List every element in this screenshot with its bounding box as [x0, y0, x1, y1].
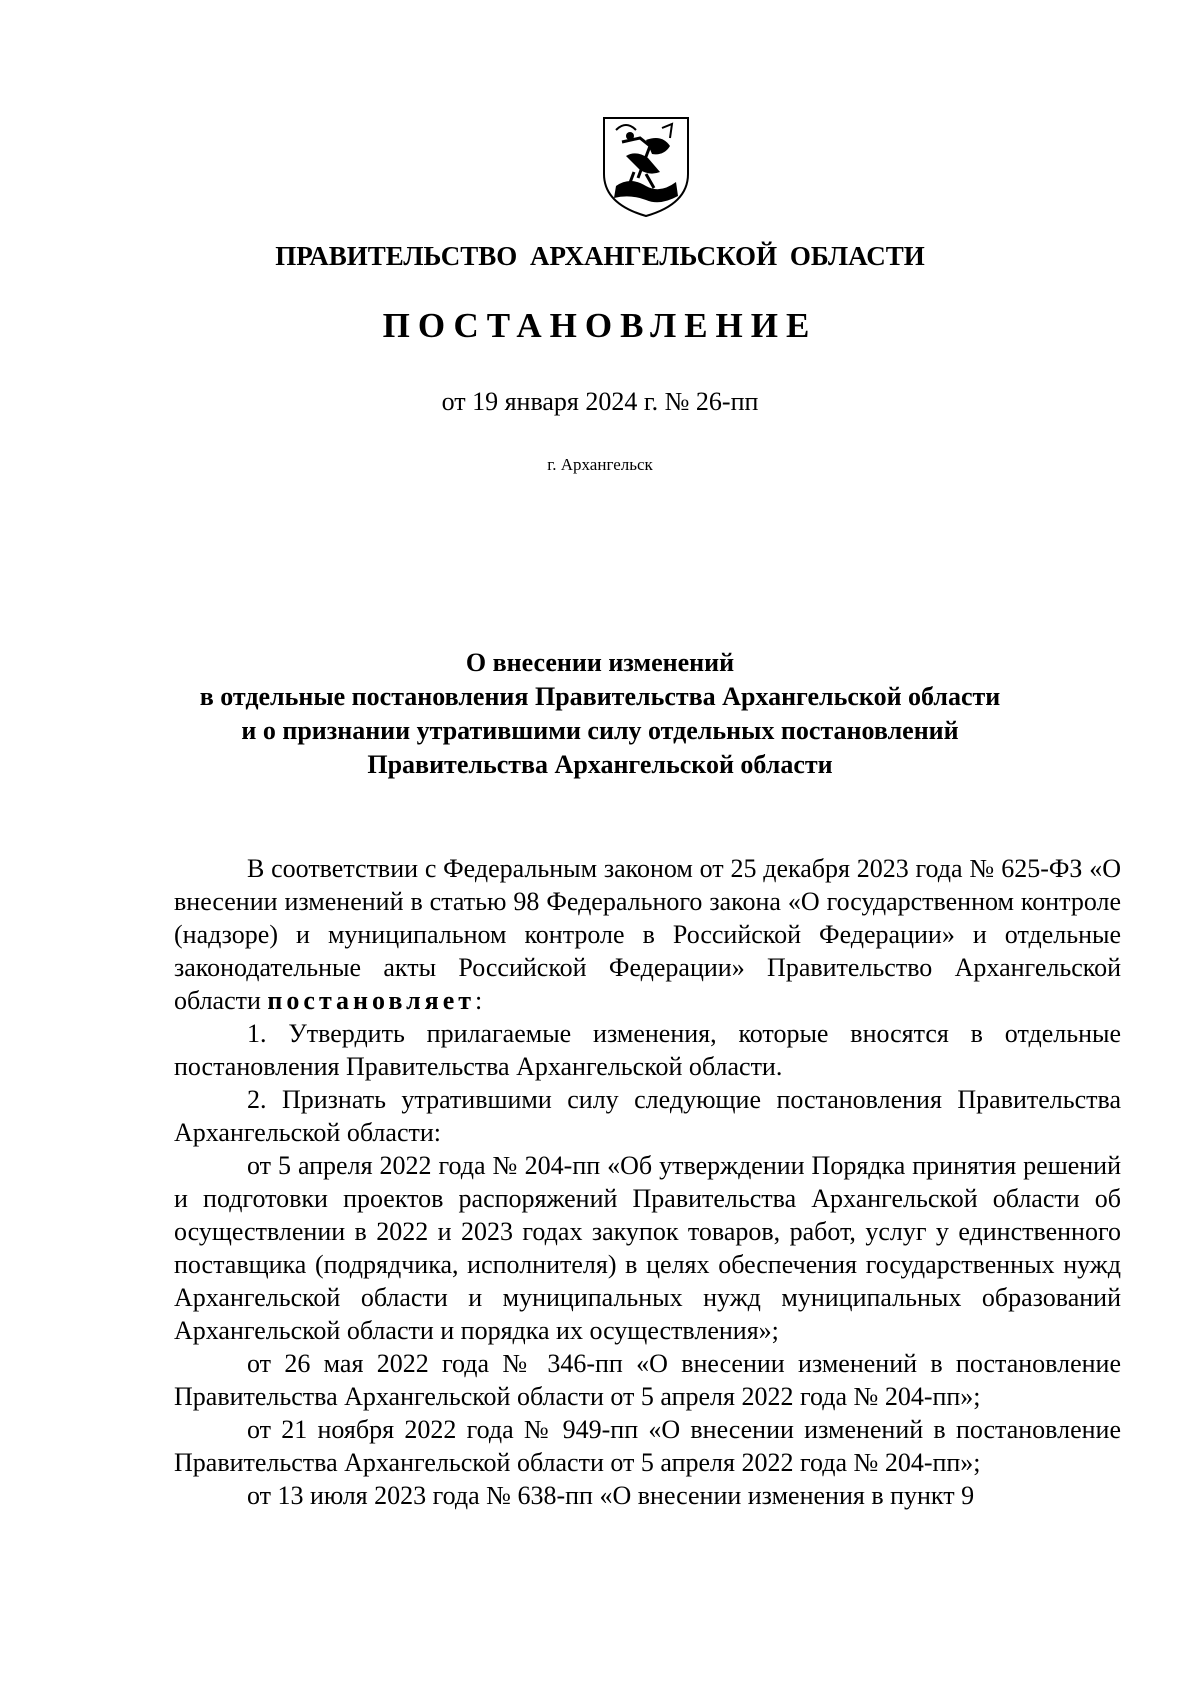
resolves-word: постановляет	[267, 986, 476, 1015]
repealed-item: от 13 июля 2023 года № 638-пп «О внесении изменения в пункт 9	[247, 1481, 975, 1510]
preamble-text: В соответствии с Федеральным законом от 25 декабря 2023 года № 625-ФЗ «О внесении изменений в статью 98 Федерального закона «О государственном контроле (надзоре) и муниципальном контроле в Российской Федерации» и отдельные законодательные акты Российской Федерации» Правительство Архангельской области	[174, 854, 1121, 1015]
clause-1: 1. Утвердить прилагаемые изменения, которые вносятся в отдельные постановления Правительства Архангельской области.	[174, 1019, 1121, 1081]
subject-line: Правительства Архангельской области	[367, 750, 833, 779]
repealed-item: от 26 мая 2022 года № 346-пп «О внесении изменений в постановление Правительства Архангельской области от 5 апреля 2022 года № 204-пп»;	[174, 1349, 1121, 1411]
clause-2: 2. Признать утратившими силу следующие постановления Правительства Архангельской области:	[174, 1085, 1121, 1147]
resolves-colon: :	[475, 986, 483, 1015]
document-subject	[0, 646, 1200, 782]
document-date-number: от 19 января 2024 г. № 26-пп	[441, 387, 759, 416]
subject-line: и о признании утратившими силу отдельных постановлений	[241, 716, 959, 745]
repealed-item: от 5 апреля 2022 года № 204-пп «Об утверждении Порядка принятия решений и подготовки проектов распоряжений Правительства Архангельской области об осуществлении в 2022 и 2023 годах закупок товаров, работ, услуг у единственного поставщика (подрядчика, исполнителя) в целях обеспечения государственных нужд Архангельской области и муниципальных нужд муниципальных образований Архангельской области и порядка их осуществления»;	[174, 1151, 1121, 1345]
repealed-item: от 21 ноября 2022 года № 949-пп «О внесении изменений в постановление Правительства Архангельской области от 5 апреля 2022 года № 204-пп»;	[174, 1415, 1121, 1477]
document-type-title: ПОСТАНОВЛЕНИЕ	[382, 306, 818, 345]
government-name: ПРАВИТЕЛЬСТВО АРХАНГЕЛЬСКОЙ ОБЛАСТИ	[275, 241, 925, 271]
document-body	[174, 852, 1121, 1512]
coat-of-arms-emblem	[600, 116, 692, 218]
document-city: г. Архангельск	[547, 455, 653, 474]
subject-line: в отдельные постановления Правительства Архангельской области	[199, 682, 1001, 711]
preamble-paragraph	[174, 852, 1121, 1017]
subject-line: О внесении изменений	[465, 648, 735, 677]
